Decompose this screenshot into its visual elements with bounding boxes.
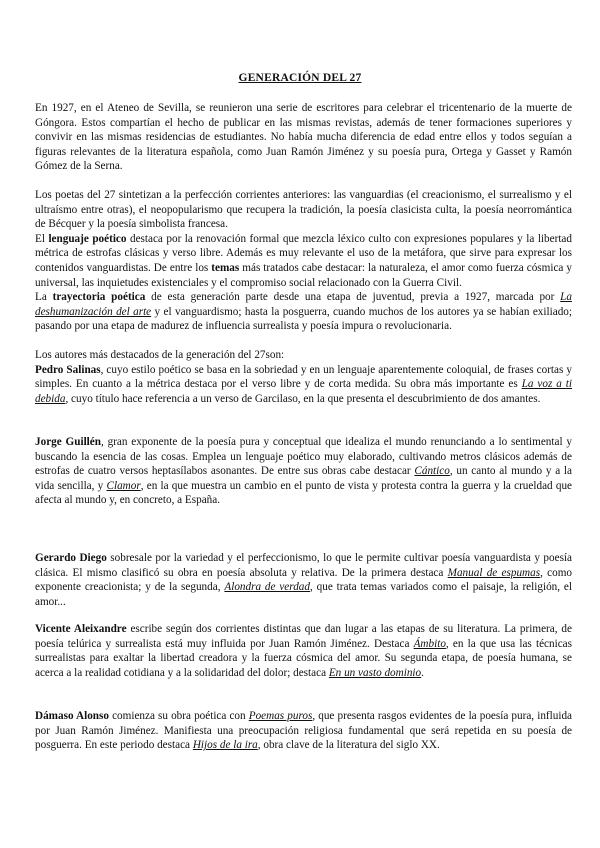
author-name: Jorge Guillén — [35, 436, 101, 448]
keyword-trayectoria: trayectoria poética — [52, 291, 146, 304]
work-title: Hijos de la ira — [192, 739, 258, 752]
author-alonso: Dámaso Alonso comienza su obra poética con Poemas puros, que presenta rasgos evidentes de la poesía pura, influida por Juan Ramón Jiménez. Manifiesta una preocupación religiosa fundamental que será repetida en su poesía de posguerra. En este periodo destaca Hijos de la ira, obra clave de la literatura del siglo XX. — [35, 710, 573, 752]
author-salinas: Pedro Salinas, cuyo estilo poético se basa en la sobriedad y en un lenguaje aparentemente coloquial, de frases cortas y simples. En cuanto a la métrica destaca por el verso libre y de corta medida. Su obra más importante es La voz a ti debida, cuyo título hace referencia a un verso de Garcilaso, en la que presenta el descubrimiento de dos amantes. — [35, 363, 573, 405]
work-title: En un vasto dominio — [328, 666, 422, 679]
authors-intro: Los autores más destacados de la generación del 27son: — [35, 349, 285, 361]
work-title: La voz a ti debida — [35, 378, 573, 405]
work-title: Ámbito — [413, 637, 446, 650]
paragraph-intro — [35, 101, 572, 174]
work-title: Cántico — [414, 465, 450, 478]
work-title: Poemas puros — [248, 710, 313, 722]
paragraph-synthesis — [35, 188, 572, 334]
author-diego: Gerardo Diego sobresale por la variedad y el perfeccionismo, lo que le permite cultivar poesía vanguardista y poesía clásica. El mismo clasificó su obra en poesía absoluta y relativa. De la primera destaca Manual de espumas, como exponente creacionista; y de la segunda, Alondra de verdad, que trata temas variados como el paisaje, la religión, el amor... — [35, 552, 573, 608]
paragraph-text: Los poetas del 27 sintetizan a la perfección corrientes anteriores: las vanguardias (el creacionismo, el surrealismo y el ultraísmo entre otras), el neopopularismo que recupera la tradición, la poesía clasicista culta, la poesía neorromántica de Bécquer y la poesía simbolista francesa. — [35, 189, 572, 231]
author-name: Vicente Aleixandre — [35, 623, 127, 635]
work-title: La deshumanización del arte — [35, 291, 572, 318]
author-name: Dámaso Alonso — [35, 710, 109, 722]
work-title: Manual de espumas — [447, 566, 541, 579]
keyword-lenguaje: lenguaje poético — [48, 232, 127, 245]
keyword-temas: temas — [211, 261, 240, 274]
author-guillen: Jorge Guillén, gran exponente de la poesía pura y conceptual que idealiza el mundo renunciando a lo sentimental y buscando la esencia de las cosas. Emplea un lenguaje poético muy elaborado, cultivando metros clásicos además de estrofas de cuatro versos heptasílabos asonantes. De entre sus obras cabe destacar Cántico, un canto al mundo y a la vida sencilla, y Clamor, en la que muestra un cambio en el punto de vista y protesta contra la guerra y la crueldad que afecta al mundo y, en concreto, a España. — [35, 436, 573, 507]
paragraph-text: En 1927, en el Ateneo de Sevilla, se reunieron una serie de escritores para celebrar el tricentenario de la muerte de Góngora. Estos compartían el hecho de publicar en las mismas revistas, además de tener formaciones superiores y convivir en las mismas residencias de estudiantes. No había mucha diferencia de edad entre ellos y todos seguían a figuras relevantes de la literatura española, como Juan Ramón Jiménez y su poesía pura, Ortega y Gasset y Ramón Gómez de la Serna. — [35, 102, 572, 173]
author-name: Pedro Salinas — [35, 363, 101, 376]
work-title: Clamor — [106, 479, 141, 492]
work-title: Alondra de verdad — [224, 581, 310, 594]
author-name: Gerardo Diego — [35, 552, 107, 564]
authors-section — [35, 348, 572, 406]
paragraph-language: El lenguaje poético destaca por la renovación formal que mezcla léxico culto con expresiones populares y la libertad métrica de estrofas clásicas y verso libre. Además es muy relevante el uso de la metáfora, que sirve para expresar los contenidos vanguardistas. De entre los temas más tratados cabe destacar: la naturaleza, el amor como fuerza cósmica y universal, las inquietudes existenciales y el compromiso social relacionado con la Guerra Civil. — [35, 232, 572, 289]
document-title: GENERACIÓN DEL 27 — [238, 72, 362, 84]
author-aleixandre: Vicente Aleixandre escribe según dos corrientes distintas que dan lugar a las etapas de su literatura. La primera, de poesía telúrica y surrealista está muy influida por Juan Ramón Jiménez. Destaca Ámbito, en la que usa las técnicas surrealistas para exaltar la libertad creadora y la fuerza cósmica del amor. Su segunda etapa, de poesía humana, se acerca a la realidad cotidiana y a la solidaridad del dolor; destaca En un vasto dominio. — [35, 623, 572, 679]
paragraph-trajectory: La trayectoria poética de esta generación parte desde una etapa de juventud, previa a 1927, marcada por La deshumanización del arte y el vanguardismo; hasta la posguerra, cuando muchos de los autores ya se habían exiliado; pasando por una etapa de madurez de influencia surrealista y poesía impura o revolucionaria. — [35, 291, 572, 333]
